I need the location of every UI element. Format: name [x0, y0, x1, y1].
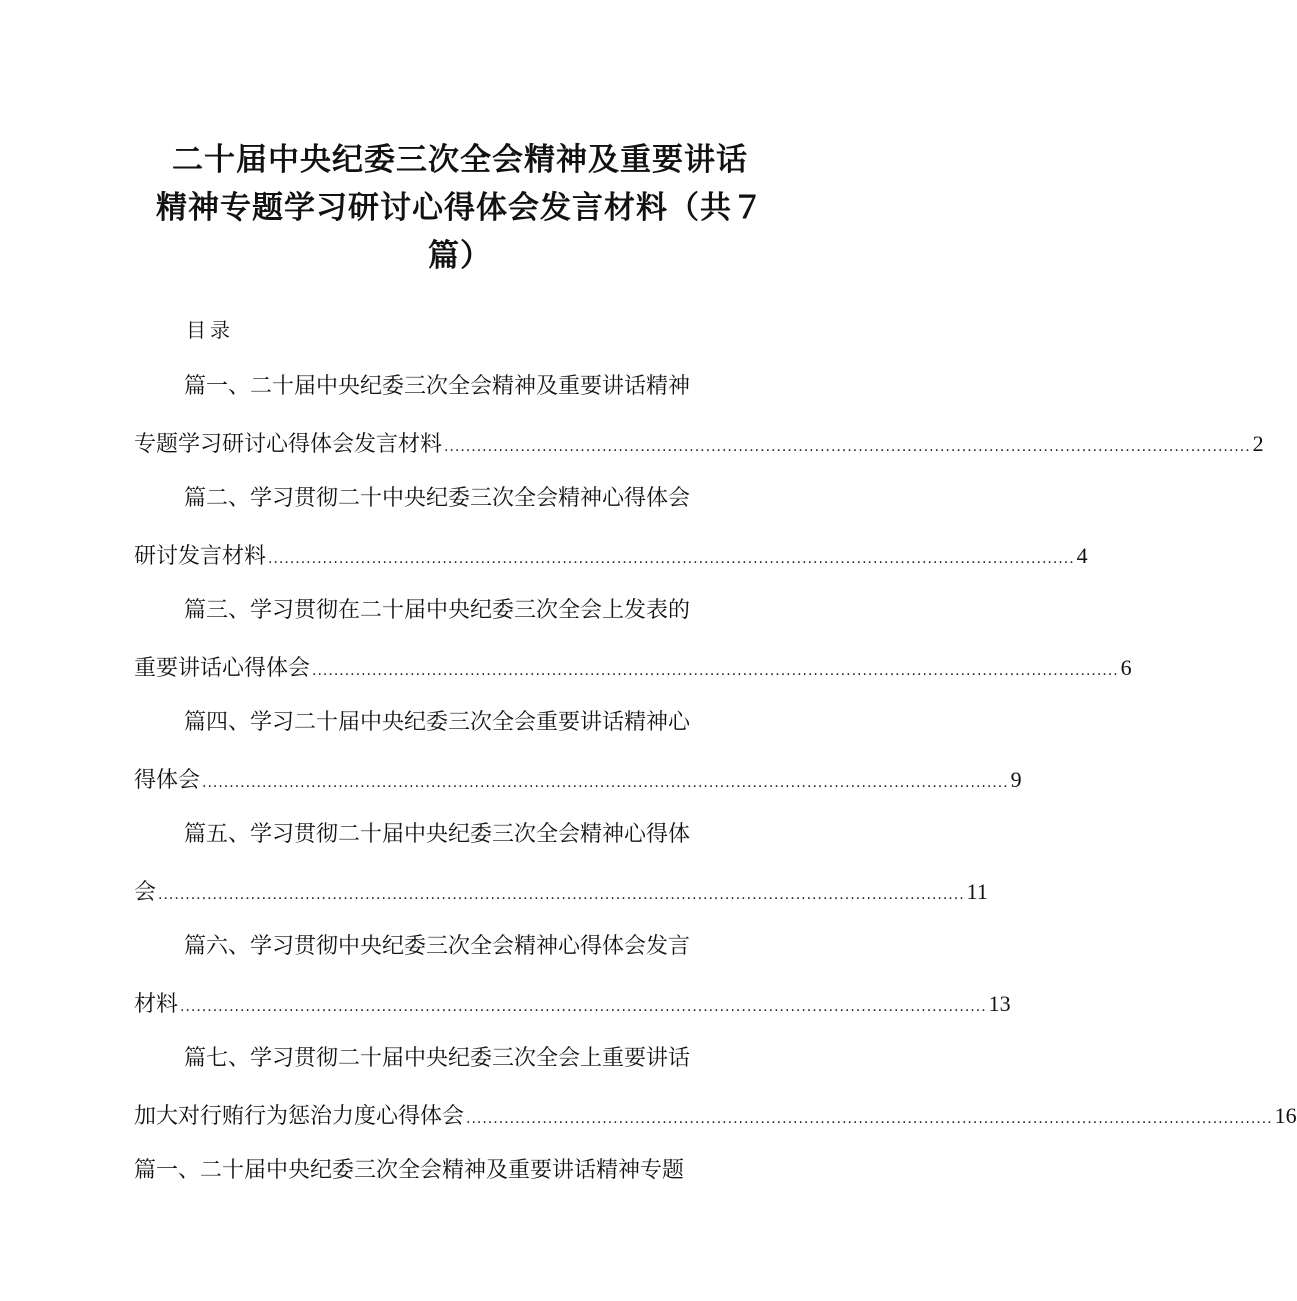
document-title-line-1: 二十届中央纪委三次全会精神及重要讲话 [172, 142, 748, 178]
toc-entry-4-page: 9 [1010, 767, 1022, 792]
document-title-line-3: 篇） [428, 238, 492, 274]
toc-entry-7-title[interactable]: 篇七、学习贯彻二十届中央纪委三次全会上重要讲话 [184, 1046, 691, 1071]
toc-entry-1-title[interactable]: 篇一、二十届中央纪委三次全会精神及重要讲话精神 [184, 374, 691, 399]
toc-entry-3-title[interactable]: 篇三、学习贯彻在二十届中央纪委三次全会上发表的 [184, 598, 691, 623]
toc-leader-dots: .................................................................................................................................................... [444, 439, 1251, 455]
toc-entry-4-title[interactable]: 篇四、学习二十届中央纪委三次全会重要讲话精神心 [184, 710, 691, 735]
toc-entry-5-title[interactable]: 篇五、学习贯彻二十届中央纪委三次全会精神心得体 [184, 822, 691, 847]
toc-entry-7-title-cont: 加大对行贿行为惩治力度心得体会 [134, 1104, 465, 1129]
toc-entry-6-page: 13 [988, 991, 1011, 1016]
section-heading: 篇一、二十届中央纪委三次全会精神及重要讲话精神专题 [134, 1158, 685, 1183]
toc-label: 目录 [186, 318, 234, 342]
toc-entry-1-title-cont: 专题学习研讨心得体会发言材料 [134, 432, 443, 457]
toc-leader-dots: .................................................................................................................................................... [312, 663, 1119, 679]
toc-entry-6-title-cont: 材料 [134, 992, 179, 1017]
toc-entry-3-title-cont: 重要讲话心得体会 [134, 656, 311, 681]
toc-entry-2-title[interactable]: 篇二、学习贯彻二十中央纪委三次全会精神心得体会 [184, 486, 691, 511]
toc-leader-dots: .................................................................................................................................................... [268, 551, 1075, 567]
toc-entry-7-continuation[interactable] [134, 1101, 1297, 1134]
toc-entry-1-page: 2 [1252, 431, 1264, 456]
toc-entry-4-title-cont: 得体会 [134, 768, 201, 793]
toc-entry-2-title-cont: 研讨发言材料 [134, 544, 267, 569]
toc-entry-1-continuation[interactable] [134, 429, 1264, 462]
toc-entry-2-continuation[interactable] [134, 541, 1088, 574]
toc-entry-3-page: 6 [1120, 655, 1132, 680]
toc-entry-7-page: 16 [1274, 1103, 1297, 1128]
toc-entry-2-page: 4 [1076, 543, 1088, 568]
toc-leader-dots: .................................................................................................................................................... [180, 999, 987, 1015]
toc-leader-dots: .................................................................................................................................................... [202, 775, 1009, 791]
toc-leader-dots: .................................................................................................................................................... [466, 1111, 1273, 1127]
toc-entry-6-continuation[interactable] [134, 989, 1011, 1022]
toc-leader-dots: .................................................................................................................................................... [158, 887, 965, 903]
toc-entry-5-continuation[interactable] [134, 877, 988, 910]
toc-entry-4-continuation[interactable] [134, 765, 1022, 798]
toc-entry-5-title-cont: 会 [134, 880, 157, 905]
document-title-line-2: 精神专题学习研讨心得体会发言材料（共７ [156, 190, 764, 226]
toc-entry-5-page: 11 [966, 879, 988, 904]
toc-entry-3-continuation[interactable] [134, 653, 1132, 686]
toc-entry-6-title[interactable]: 篇六、学习贯彻中央纪委三次全会精神心得体会发言 [184, 934, 691, 959]
